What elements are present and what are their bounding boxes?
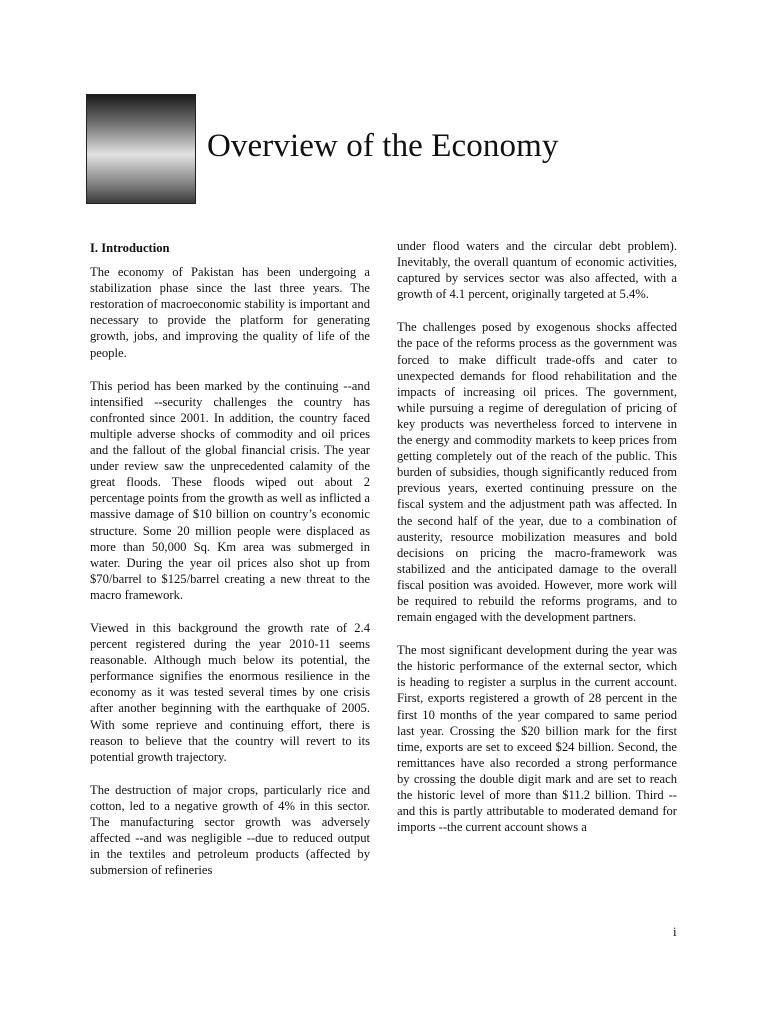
paragraph: This period has been marked by the continuing --and intensified --security challenges the country has confronted since 2001. In addition, the country faced multiple adverse shocks of commodity and oil prices and the fallout of the global financial crisis. The year under review saw the unprecedented calamity of the great floods. These floods wiped out about 2 percentage points from the growth as well as inflicted a massive damage of $10 billion on country’s economic structure. Some 20 million people were displaced as more than 50,000 Sq. Km area was submerged in water. During the year oil prices also shot up from $70/barrel to $125/barrel creating a new threat to the macro framework.	[90, 378, 370, 602]
paragraph: under flood waters and the circular debt problem). Inevitably, the overall quantum of economic activities, captured by services sector was also affected, with a growth of 4.1 percent, originally targeted at 5.4%.	[397, 239, 677, 302]
paragraph: The economy of Pakistan has been undergoing a stabilization phase since the last three years. The restoration of macroeconomic stability is important and necessary to provide the platform for generating growth, jobs, and improving the quality of life of the people.	[90, 265, 370, 360]
right-column	[397, 238, 677, 852]
decorative-gradient-box	[86, 94, 196, 204]
page-number: i	[673, 924, 677, 939]
paragraph: Viewed in this background the growth rate of 2.4 percent registered during the year 2010-11 seems reasonable. Although much below its potential, the performance signifies the enormous resilience in the economy as it was tested several times by one crisis after another beginning with the earthquake of 2005. With some reprieve and continuing effort, there is reason to believe that the country will revert to its potential growth trajectory.	[90, 620, 370, 764]
page-title: Overview of the Economy	[207, 128, 559, 164]
paragraph: The most significant development during the year was the historic performance of the external sector, which is heading to register a surplus in the current account. First, exports registered a growth of 28 percent in the first 10 months of the year compared to same period last year. Crossing the $20 billion mark for the first time, exports are set to exceed $24 billion. Second, the remittances have also recorded a strong performance by crossing the double digit mark and are set to reach the historic level of more than $11.2 billion. Third --and this is partly attributable to moderated demand for imports --the current account shows a	[397, 643, 677, 835]
left-column	[90, 240, 370, 895]
section-heading: I. Introduction	[90, 241, 170, 255]
paragraph: The challenges posed by exogenous shocks affected the pace of the reforms process as the government was forced to make difficult trade-offs and cater to unexpected demands for flood rehabilitation and the impacts of increasing oil prices. The government, while pursuing a regime of deregulation of pricing of key products was nevertheless forced to intervene in the energy and commodity markets to keep prices from getting completely out of the reach of the public. This burden of subsidies, though significantly reduced from previous years, exerted continuing pressure on the fiscal system and the adjustment path was affected. In the second half of the year, due to a combination of austerity, resource mobilization measures and bold decisions on pricing the macro-framework was stabilized and the anticipated damage to the overall fiscal position was avoided. However, more work will be required to rebuild the reforms programs, and to remain engaged with the development partners.	[397, 320, 677, 625]
paragraph: The destruction of major crops, particularly rice and cotton, led to a negative growth of 4% in this sector. The manufacturing sector growth was adversely affected --and was negligible --due to reduced output in the textiles and petroleum products (affected by submersion of refineries	[90, 782, 370, 878]
